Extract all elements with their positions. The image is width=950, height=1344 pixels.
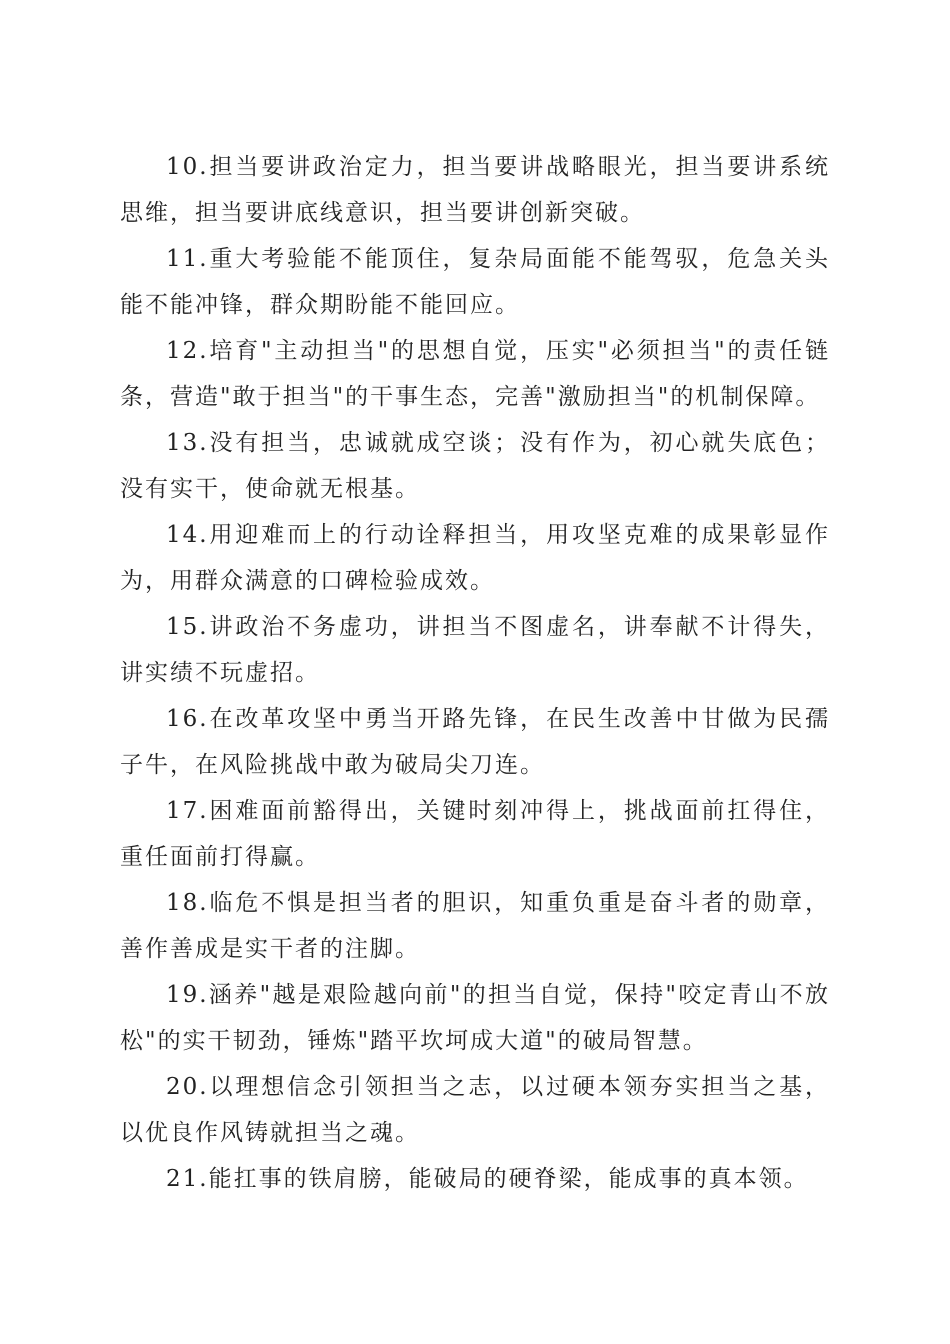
paragraph-18: 18.临危不惧是担当者的胆识，知重负重是奋斗者的勋章，善作善成是实干者的注脚。 [120, 890, 830, 962]
paragraph-16: 16.在改革攻坚中勇当开路先锋，在民生改善中甘做为民孺子牛，在风险挑战中敢为破局尖刀连。 [120, 706, 830, 778]
paragraph-17: 17.困难面前豁得出，关键时刻冲得上，挑战面前扛得住，重任面前打得赢。 [120, 798, 830, 870]
paragraph-13: 13.没有担当，忠诚就成空谈；没有作为，初心就失底色；没有实干，使命就无根基。 [120, 430, 830, 502]
paragraph-15: 15.讲政治不务虚功，讲担当不图虚名，讲奉献不计得失，讲实绩不玩虚招。 [120, 614, 830, 686]
paragraph-14: 14.用迎难而上的行动诠释担当，用攻坚克难的成果彰显作为，用群众满意的口碑检验成效。 [120, 522, 830, 594]
paragraph-19: 19.涵养"越是艰险越向前"的担当自觉，保持"咬定青山不放松"的实干韧劲，锤炼"踏平坎坷成大道"的破局智慧。 [120, 982, 830, 1054]
paragraph-20: 20.以理想信念引领担当之志，以过硬本领夯实担当之基，以优良作风铸就担当之魂。 [120, 1074, 830, 1146]
paragraph-21: 21.能扛事的铁肩膀，能破局的硬脊梁，能成事的真本领。 [166, 1166, 809, 1192]
paragraph-12: 12.培育"主动担当"的思想自觉，压实"必须担当"的责任链条，营造"敢于担当"的干事生态，完善"激励担当"的机制保障。 [120, 338, 830, 410]
paragraph-11: 11.重大考验能不能顶住，复杂局面能不能驾驭，危急关头能不能冲锋，群众期盼能不能回应。 [120, 246, 830, 318]
document-body [120, 144, 830, 1202]
paragraph-10: 10.担当要讲政治定力，担当要讲战略眼光，担当要讲系统思维，担当要讲底线意识，担当要讲创新突破。 [120, 154, 830, 226]
